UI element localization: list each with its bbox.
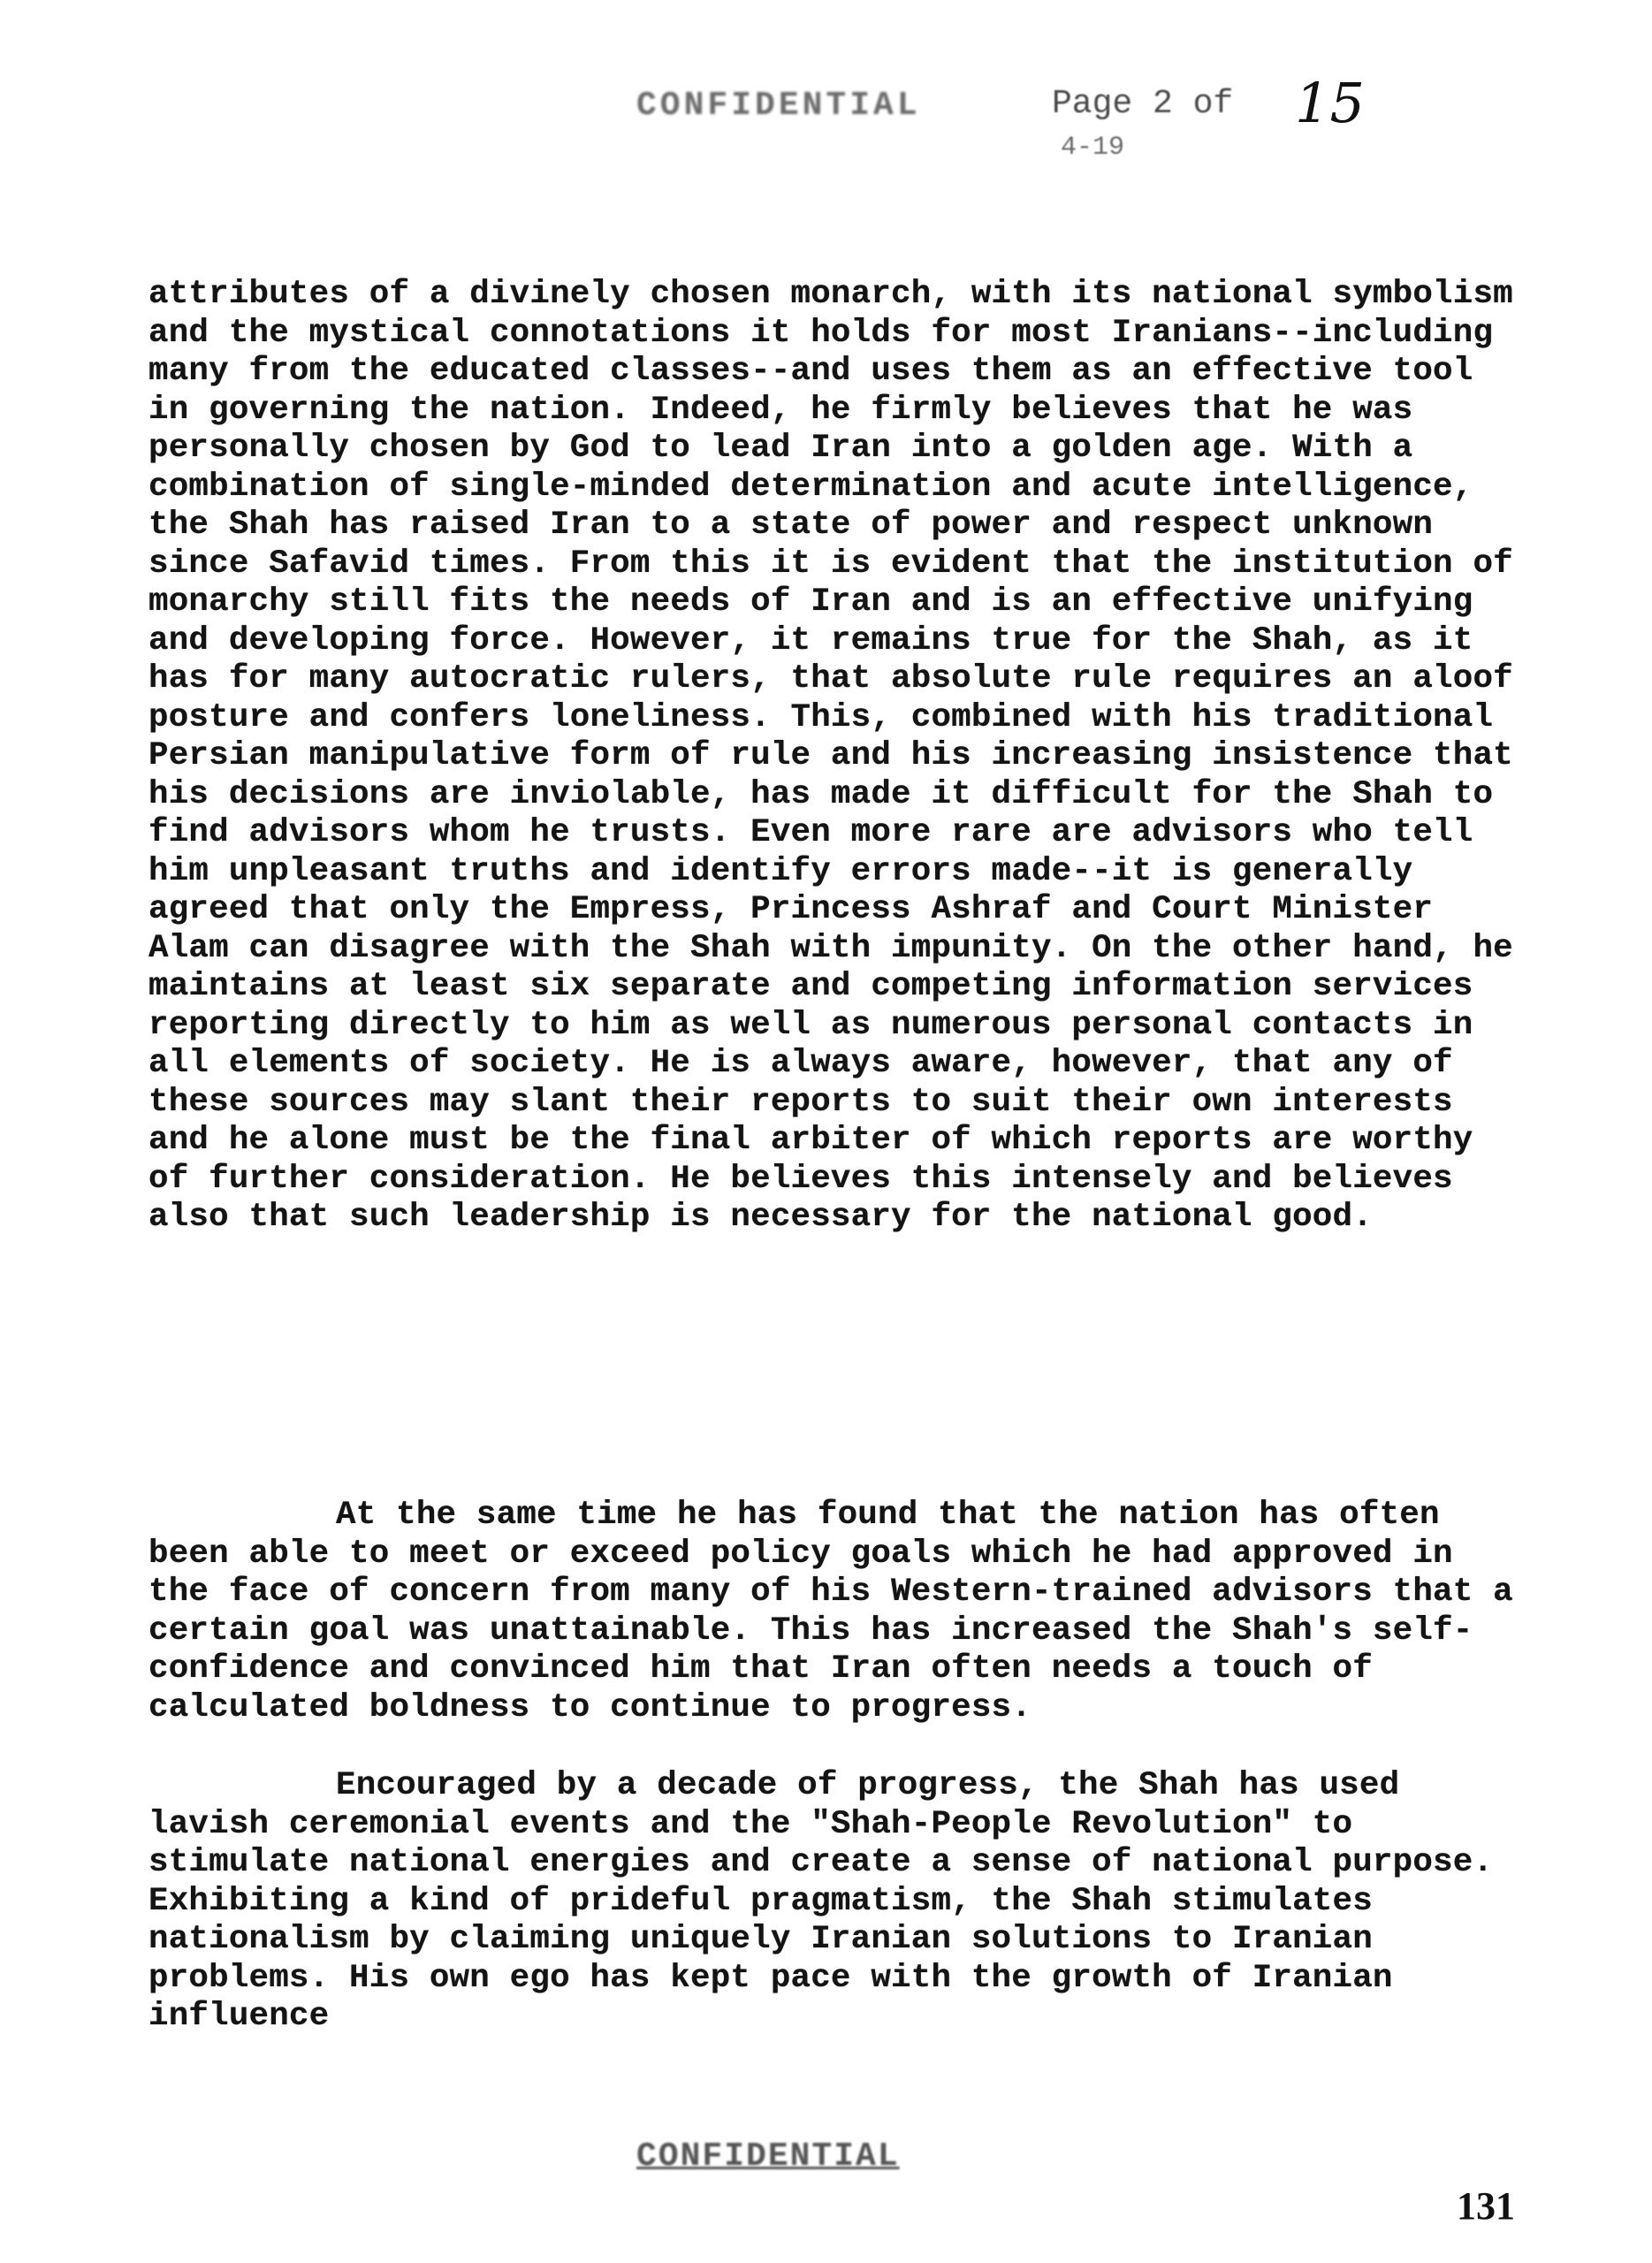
header-reference: 4-19: [1061, 133, 1125, 163]
paragraph-national-purpose: Encouraged by a decade of progress, the Shah has used lavish ceremonial events and the "Shah-People Revolution" to stimulate national energies and create a sense of national purpose. Exhibiting a kind of prideful pragmatism, the Shah stimulates nationalism by claiming uniquely Iranian solutions to Iranian problems. His own ego has kept pace with the growth of Iranian influence: [148, 1767, 1513, 2035]
footer-classification-stamp: CONFIDENTIAL: [636, 2137, 900, 2175]
page-header: [636, 71, 1432, 175]
page-number: 131: [1457, 2184, 1515, 2228]
header-classification-stamp: CONFIDENTIAL: [636, 87, 921, 125]
document-body: [148, 276, 1534, 2037]
header-page-of: Page 2 of: [1052, 85, 1234, 123]
header-page-count: 15: [1295, 71, 1365, 135]
paragraph-policy-goals: At the same time he has found that the nation has often been able to meet or exceed policy goals which he had approved in the face of concern from many of his Western-trained advisors that a certain goal was unattainable. This has increased the Shah's self-confidence and convinced him that Iran often needs a touch of calculated boldness to continue to progress.: [148, 1497, 1534, 1726]
paragraph-continuation: attributes of a divinely chosen monarch, with its national symbolism and the mystical connotations it holds for most Iranians--including many from the educated classes--and uses them as an effective tool in governing the nation. Indeed, he firmly believes that he was personally chosen by God to lead Iran into a golden age. With a combination of single-minded determination and acute intelligence, the Shah has raised Iran to a state of power and respect unknown since Safavid times. From this it is evident that the institution of monarchy still fits the needs of Iran and is an effective unifying and developing force. However, it remains true for the Shah, as it has for many autocratic rulers, that absolute rule requires an aloof posture and confers loneliness. This, combined with his traditional Persian manipulative form of rule and his increasing insistence that his decisions are inviolable, has made it difficult for the Shah to find advisors whom he trusts. Even more rare are advisors who tell him unpleasant truths and identify errors made--it is generally agreed that only the Empress, Princess Ashraf and Court Minister Alam can disagree with the Shah with impunity. On the other hand, he maintains at least six separate and competing information services reporting directly to him as well as numerous personal contacts in all elements of society. He is always aware, however, that any of these sources may slant their reports to suit their own interests and he alone must be the final arbiter of which reports are worthy of further consideration. He believes this intensely and believes also that such leadership is necessary for the national good.: [148, 276, 1534, 1236]
